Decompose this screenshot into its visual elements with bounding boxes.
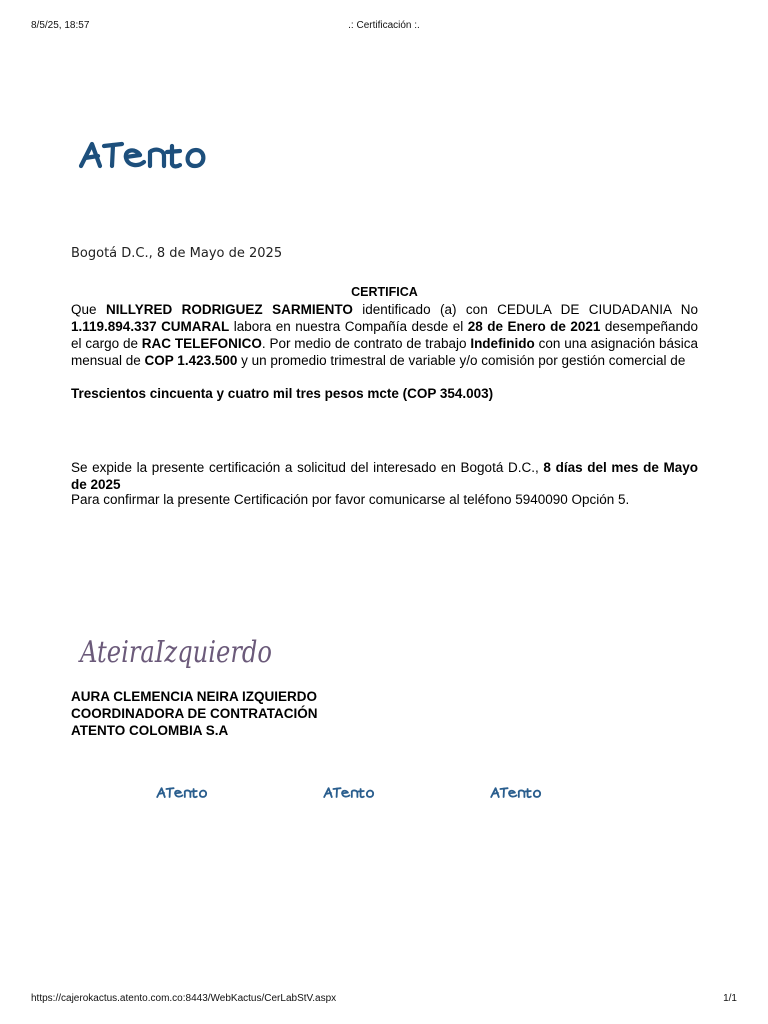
print-page-number: 1/1 xyxy=(723,993,737,1004)
issuance-statement xyxy=(71,459,698,493)
body-text: labora en nuestra Compañía desde el xyxy=(229,319,468,334)
atento-logo-mark xyxy=(156,784,220,802)
signer-company: ATENTO COLOMBIA S.A xyxy=(71,723,229,738)
body-text: con una asignación básica mensual de xyxy=(71,336,698,368)
atento-logo-mark xyxy=(323,784,387,802)
signer-role: COORDINADORA DE CONTRATACIÓN xyxy=(71,706,318,721)
signer-block xyxy=(71,688,318,739)
body-text: y un promedio trimestral de variable y/o comisión por gestión comercial de xyxy=(237,353,686,368)
start-date: 28 de Enero de 2021 xyxy=(467,319,601,334)
body-text: Que xyxy=(71,302,106,317)
confirmation-note: Para confirmar la presente Certificación por favor comunicarse al teléfono 5940090 Opción 5. xyxy=(71,492,630,507)
id-number: 1.119.894.337 xyxy=(71,319,157,334)
atento-logo xyxy=(78,136,238,176)
certificate-title: CERTIFICA xyxy=(351,285,418,299)
base-salary: COP 1.423.500 xyxy=(144,353,238,368)
atento-logo-small-1 xyxy=(156,784,220,802)
print-url: https://cajerokactus.atento.com.co:8443/WebKactus/CerLabStV.aspx xyxy=(31,993,337,1004)
print-footer xyxy=(31,993,737,1007)
id-city: CUMARAL xyxy=(161,319,230,334)
certificate-body xyxy=(71,301,698,369)
print-header xyxy=(31,20,737,34)
atento-logo-small-3 xyxy=(490,784,554,802)
signature-image xyxy=(78,624,278,674)
contract-type: Indefinido xyxy=(470,336,535,351)
job-position: RAC TELEFONICO xyxy=(141,336,262,351)
atento-logo-small-2 xyxy=(323,784,387,802)
handwritten-signature xyxy=(78,624,278,674)
body-text: identificado (a) con CEDULA DE CIUDADANIA No xyxy=(352,302,698,317)
svg-text:AteiraIzquierdo: AteiraIzquierdo xyxy=(77,635,272,670)
print-page-title: .: Certificación :. xyxy=(348,20,420,31)
signer-name: AURA CLEMENCIA NEIRA IZQUIERDO xyxy=(71,689,317,704)
issue-date: Bogotá D.C., 8 de Mayo de 2025 xyxy=(71,246,283,261)
print-datetime: 8/5/25, 18:57 xyxy=(31,20,90,31)
issuance-text: Se expide la presente certificación a solicitud del interesado en Bogotá D.C., xyxy=(71,460,544,475)
issuance-date: 8 días del mes de Mayo de 2025 xyxy=(71,460,698,492)
body-text: desempeñando el cargo de xyxy=(71,319,698,351)
atento-logo-mark xyxy=(78,136,238,176)
atento-logo-mark xyxy=(490,784,554,802)
body-text: . Por medio de contrato de trabajo xyxy=(261,336,471,351)
employee-name: NILLYRED RODRIGUEZ SARMIENTO xyxy=(105,302,353,317)
variable-amount: Trescientos cincuenta y cuatro mil tres pesos mcte (COP 354.003) xyxy=(71,386,494,401)
